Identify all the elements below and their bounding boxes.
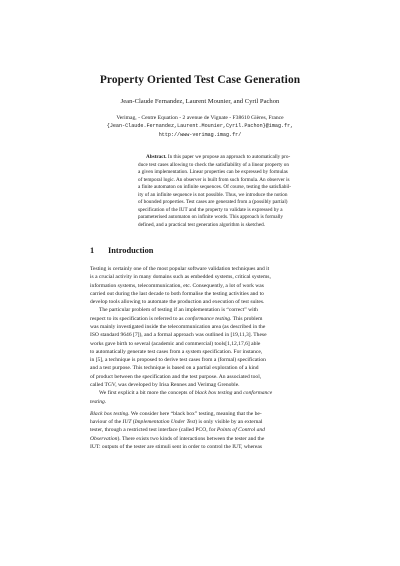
emphasis-text: conformance testing bbox=[184, 315, 231, 322]
body-line: works gave birth to several (academic and commercial) tools[1,12,17,6] able bbox=[90, 340, 261, 347]
section-number: 1 bbox=[90, 246, 95, 255]
abstract-line: a given implementation. Linear properties can be expressed by formulas bbox=[138, 169, 288, 175]
emphasis-text: Observation bbox=[90, 435, 118, 442]
abstract-label: Abstract. bbox=[146, 154, 167, 160]
body-line: ISO standard 9646 [7]), and a formal approach was outlined in [19,11,3]. These bbox=[90, 332, 267, 339]
abstract-line: parameterised automaton on infinite words. This approach is formally bbox=[138, 214, 283, 220]
abstract-line: a finite automaton on infinite sequences. Of course, testing the satisfiabil- bbox=[138, 184, 291, 190]
affiliation-block bbox=[40, 114, 360, 139]
section-heading bbox=[90, 246, 153, 255]
emphasis-text: Points of Control and bbox=[216, 427, 265, 434]
body-line: respect to its specification is referred to as conformance testing. This problem bbox=[90, 315, 263, 322]
paragraph-heading: Black box testing. bbox=[90, 410, 130, 417]
abstract-block bbox=[138, 154, 291, 229]
abstract-line: Abstract. In this paper we propose an approach to automatically pro- bbox=[146, 154, 291, 160]
body-line: testing. bbox=[90, 398, 107, 405]
paper-authors: Jean-Claude Fernandez, Laurent Mounier, and Cyril Pachon bbox=[120, 98, 280, 105]
body-line: information systems, telecommunication, etc. Consequently, a lot of work was bbox=[90, 282, 264, 289]
body-text bbox=[90, 265, 312, 451]
emphasis-text: testing bbox=[90, 398, 105, 405]
abstract-line: of bounded properties. Test cases are generated from a (possibly partial) bbox=[138, 199, 288, 205]
paper-title: Property Oriented Test Case Generation bbox=[99, 74, 301, 86]
abstract-line: duce test cases allowing to check the satisfiability of a linear property on bbox=[138, 161, 289, 168]
body-line: in [5], a technique is proposed to derive test cases from a (formal) specification bbox=[90, 357, 266, 364]
body-line: and a test purpose. This technique is based on a partial exploration of a kind bbox=[90, 365, 259, 372]
body-line: The particular problem of testing if an implementation is “correct” with bbox=[99, 307, 258, 314]
body-line: IUT: outputs of the tester are stimuli sent in order to control the IUT, whereas bbox=[90, 443, 262, 450]
body-line: of product between the specification and the test purpose. An associated tool, bbox=[90, 373, 262, 380]
body-line: Observation). There exists two kinds of interactions between the tester and the bbox=[90, 435, 265, 442]
emphasis-text: conformance bbox=[243, 390, 273, 397]
body-line: Testing is certainly one of the most popular software validation techniques and it bbox=[90, 266, 270, 272]
body-line: tester, through a restricted test interface (called PCO, for Points of Control and bbox=[90, 427, 265, 434]
body-line: to automatically generate test cases from a system specification. For instance, bbox=[90, 348, 263, 355]
affiliation-emails: {Jean-Claude.Fernandez,Laurent.Mounier,Cyril.Pachon}@imag.fr, bbox=[106, 123, 294, 130]
abstract-line: specification of the IUT and the property to validate is expressed by a bbox=[138, 206, 283, 213]
affiliation-url: http://www-verimag.imag.fr/ bbox=[158, 131, 242, 138]
body-line: We first explicit a bit more the concepts of black box testing and conformance bbox=[99, 390, 273, 397]
emphasis-text: black box testing bbox=[194, 390, 233, 397]
body-line: was mainly investigated inside the telecommunication area (as described in the bbox=[90, 323, 266, 330]
body-line: carried out during the last decade to both formalise the testing activities and to bbox=[90, 290, 264, 297]
abstract-line: ity of an infinite sequence is not possible. Thus, we introduce the notion bbox=[138, 191, 288, 198]
emphasis-text: IUT bbox=[122, 419, 132, 426]
body-line: develop tools allowing to automate the production and execution of test suites. bbox=[90, 299, 265, 306]
emphasis-text: Implementation Under Test bbox=[134, 419, 196, 426]
body-line: Black box testing. We consider here “black box” testing, meaning that the be- bbox=[90, 410, 262, 417]
abstract-line: defined, and a practical test generation algorithm is sketched. bbox=[138, 221, 266, 228]
body-line: is a crucial activity in many domains such as embedded systems, critical systems, bbox=[90, 274, 271, 281]
affiliation-address: Verimag, - Centre Equation - 2 avenue de Vignate - F38610 Gières, France bbox=[116, 115, 284, 121]
abstract-line: of temporal logic. An observer is built from such formula. An observer is bbox=[138, 176, 290, 183]
body-line: haviour of the IUT (Implementation Under Test) is only visible by an external bbox=[90, 419, 263, 426]
body-line: called TGV, was developed by Irisa Rennes and Verimag Grenoble. bbox=[90, 381, 240, 388]
section-title: Introduction bbox=[108, 246, 154, 255]
